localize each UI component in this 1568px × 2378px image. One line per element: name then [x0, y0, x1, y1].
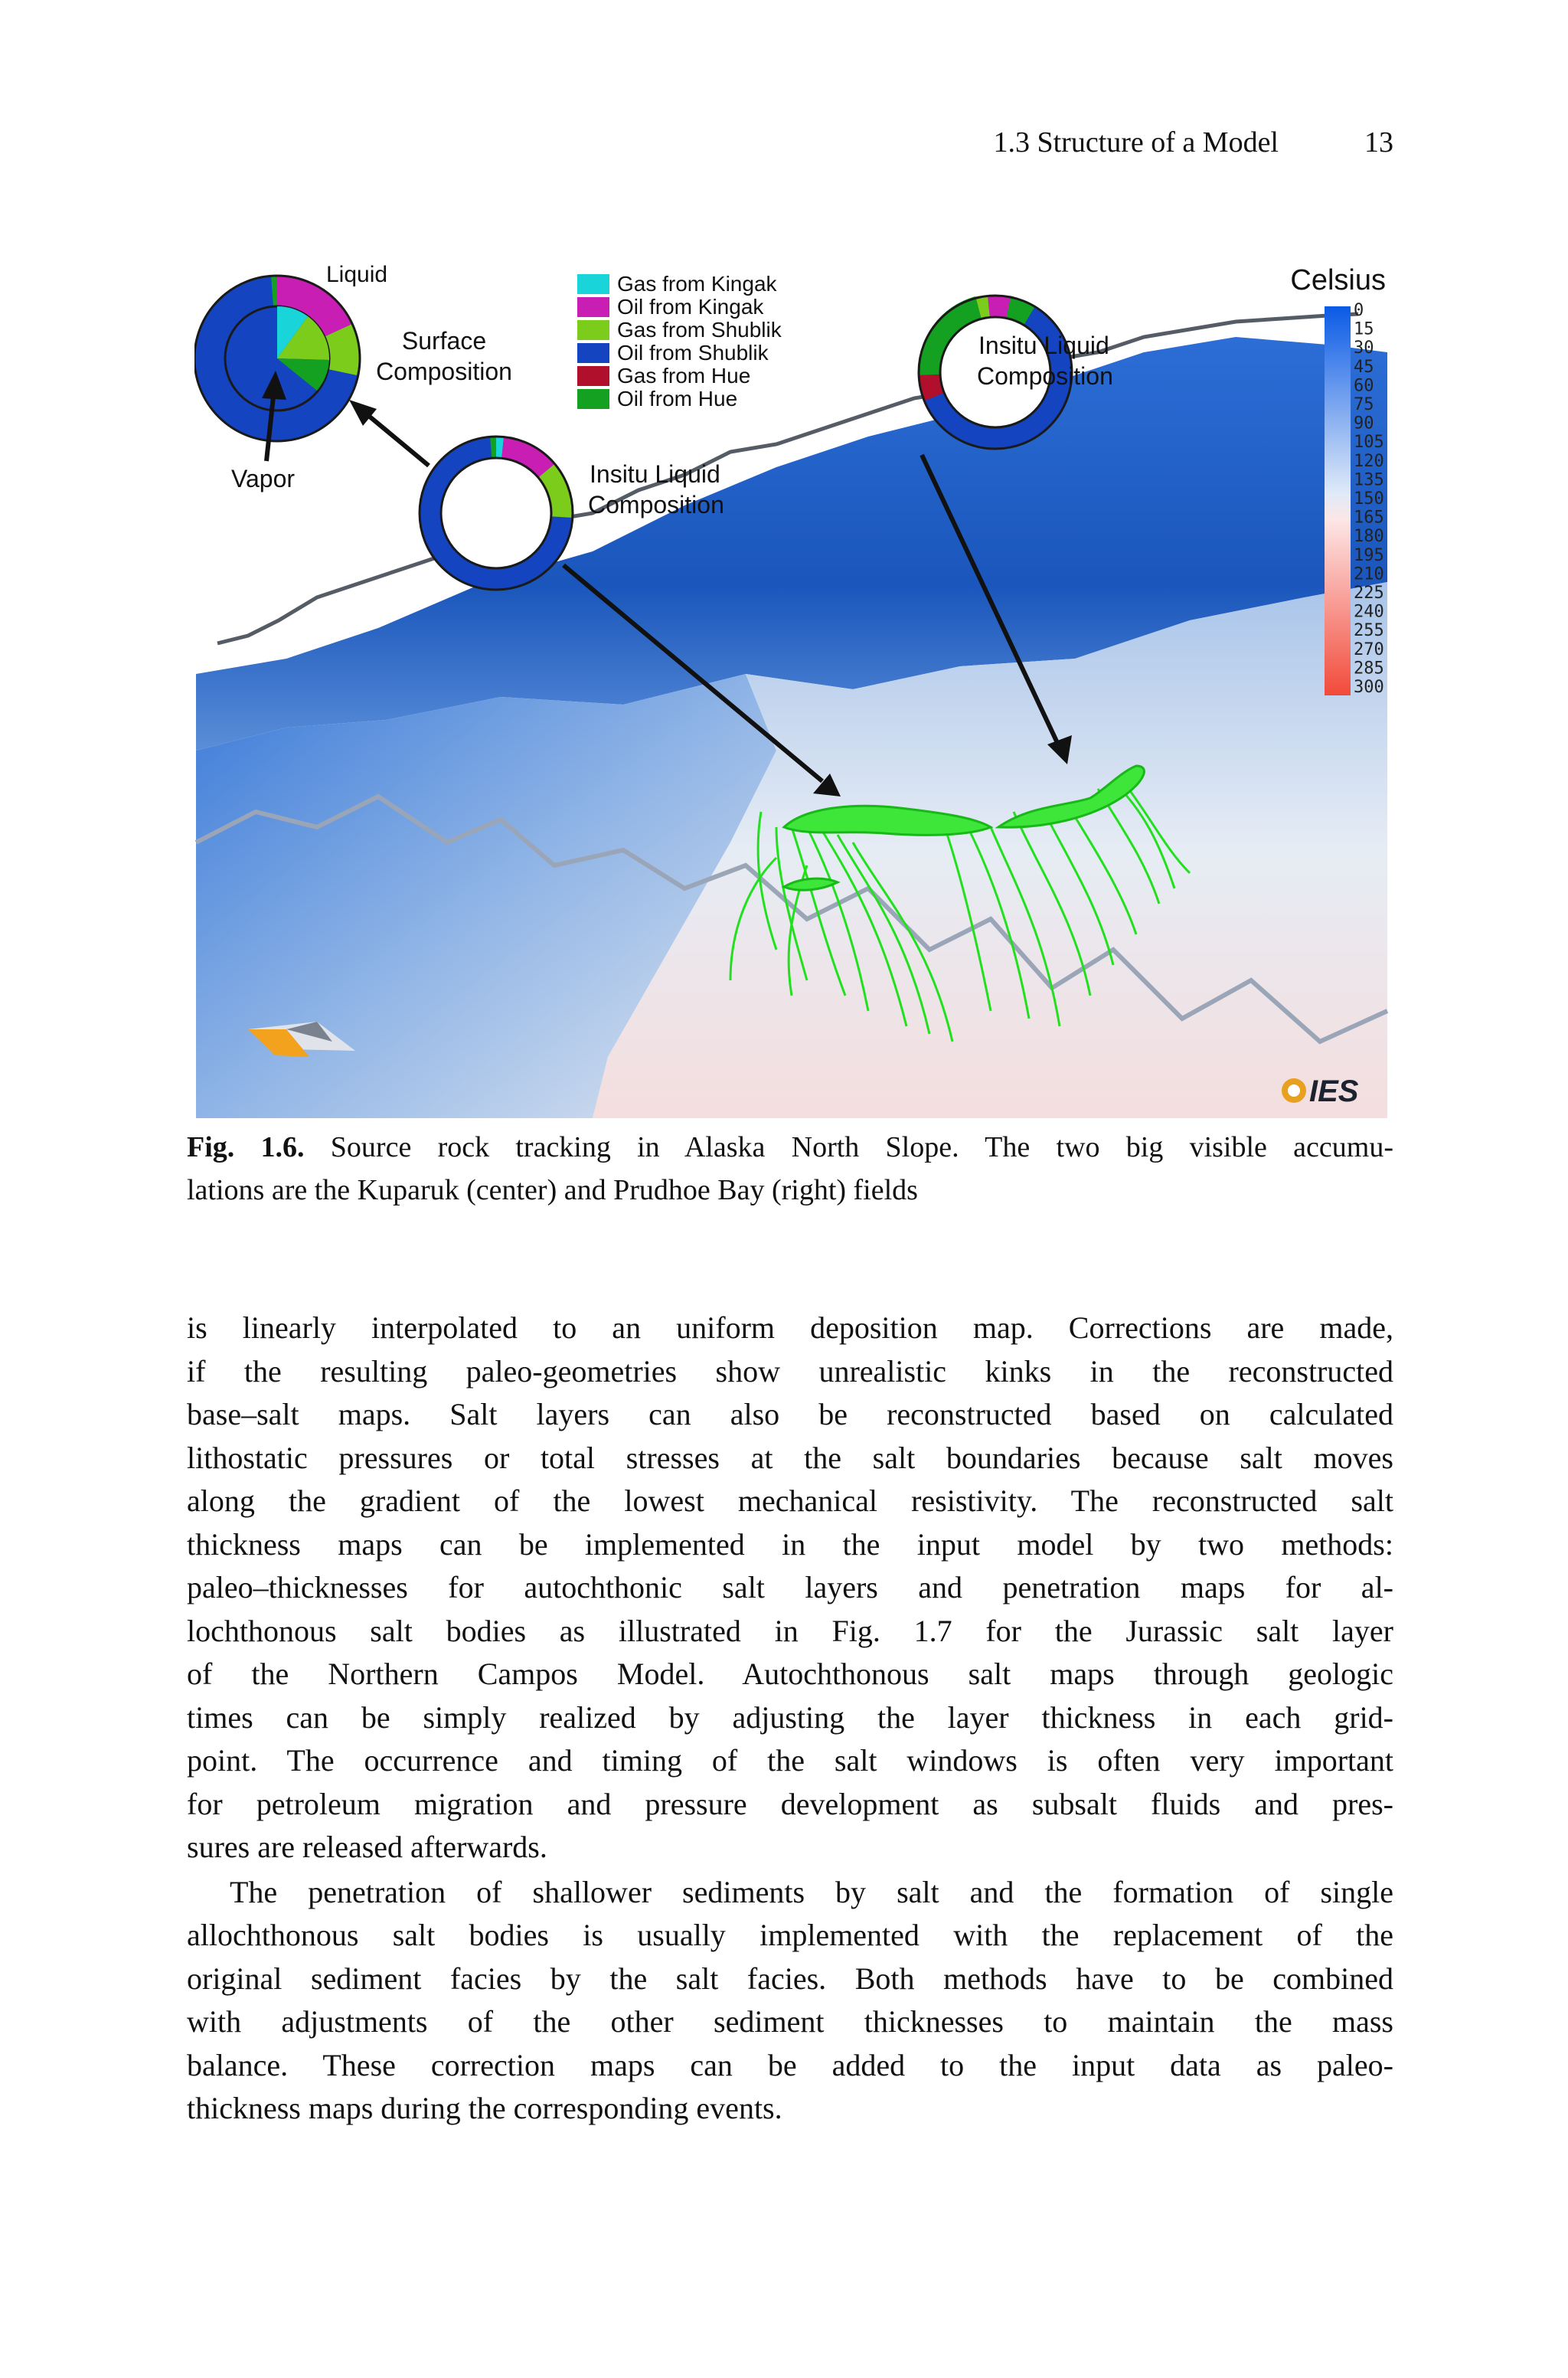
insitu-left-label-line1: Insitu Liquid — [590, 460, 720, 488]
vapor-label: Vapor — [231, 465, 296, 492]
legend-swatch-oil-kingak — [577, 297, 609, 317]
colorbar-tick-label: 60 — [1354, 376, 1374, 396]
legend-label-oil-shublik: Oil from Shublik — [617, 341, 769, 365]
body-line: base–salt maps. Salt layers can also be reconstructed based on calculated — [187, 1397, 1393, 1431]
colorbar-tick-label: 195 — [1354, 545, 1384, 565]
arrow-insitu-to-surface — [349, 400, 429, 466]
colorbar-tick-label: 45 — [1354, 357, 1374, 377]
running-head — [187, 123, 1393, 165]
legend — [577, 272, 782, 411]
surface-composition-donut — [194, 276, 360, 441]
body-line: point. The occurrence and timing of the salt windows is often very important — [187, 1743, 1393, 1778]
body-line: of the Northern Campos Model. Autochthonous salt maps through geologic — [187, 1657, 1393, 1691]
legend-swatch-gas-kingak — [577, 274, 609, 294]
body-line: lithostatic pressures or total stresses at the salt boundaries because salt moves — [187, 1440, 1393, 1475]
insitu-left-label-line2: Composition — [588, 491, 724, 518]
body-line: allochthonous salt bodies is usually implemented with the replacement of the — [187, 1918, 1393, 1952]
legend-swatch-gas-shublik — [577, 320, 609, 340]
body-line: is linearly interpolated to an uniform deposition map. Corrections are made, — [187, 1310, 1393, 1345]
colorbar-gradient — [1325, 306, 1351, 695]
body-line: times can be simply realized by adjusting the layer thickness in each grid- — [187, 1699, 1393, 1735]
insitu-right-label-line1: Insitu Liquid — [978, 332, 1109, 359]
caption-text-1: Source rock tracking in Alaska North Slope. The two big visible accumu- — [330, 1131, 1393, 1163]
body-line: sures are released afterwards. — [187, 1830, 547, 1864]
colorbar-tick-label: 240 — [1354, 602, 1384, 622]
colorbar-title: Celsius — [1290, 264, 1386, 296]
body-line: with adjustments of the other sediment thicknesses to maintain the mass — [187, 2004, 1393, 2039]
legend-label-oil-hue: Oil from Hue — [617, 387, 738, 411]
colorbar-tick-label: 150 — [1354, 489, 1384, 509]
legend-label-gas-hue: Gas from Hue — [617, 364, 751, 388]
colorbar-tick-label: 210 — [1354, 564, 1384, 584]
colorbar-tick-label: 225 — [1354, 584, 1384, 603]
body-line: thickness maps can be implemented in the input model by two methods: — [187, 1526, 1393, 1562]
legend-label-gas-shublik: Gas from Shublik — [617, 318, 782, 342]
liquid-label: Liquid — [326, 262, 388, 287]
surface-label-line1: Surface — [401, 327, 487, 355]
colorbar-tick-label: 165 — [1354, 508, 1384, 528]
body-line: paleo–thicknesses for autochthonic salt layers and penetration maps for al- — [187, 1570, 1393, 1604]
body-line: along the gradient of the lowest mechanical resistivity. The reconstructed salt — [187, 1483, 1393, 1518]
colorbar-tick-label: 75 — [1354, 395, 1374, 414]
colorbar-tick-label: 270 — [1354, 639, 1384, 659]
colorbar-tick-label: 120 — [1354, 451, 1384, 471]
colorbar-tick-label: 15 — [1354, 319, 1374, 339]
figure-source-rock-tracking — [194, 260, 1390, 1120]
colorbar-tick-label: 135 — [1354, 470, 1384, 490]
ies-logo-text: IES — [1309, 1075, 1359, 1108]
colorbar-tick-label: 255 — [1354, 621, 1384, 641]
body-text — [187, 1307, 1393, 2131]
legend-label-oil-kingak: Oil from Kingak — [617, 295, 764, 319]
figure-canvas — [194, 260, 1390, 1120]
legend-swatch-oil-shublik — [577, 343, 609, 363]
insitu-composition-donut-left — [420, 437, 573, 590]
colorbar-tick-label: 90 — [1354, 414, 1374, 433]
caption-line-2: lations are the Kuparuk (center) and Prudhoe Bay (right) fields — [187, 1174, 918, 1206]
body-line: thickness maps during the corresponding events. — [187, 2091, 782, 2125]
body-line: original sediment facies by the salt facies. Both methods have to be combined — [187, 1961, 1393, 1996]
body-line: The penetration of shallower sediments by salt and the formation of single — [230, 1874, 1393, 1909]
legend-label-gas-kingak: Gas from Kingak — [617, 272, 777, 296]
colorbar-tick-label: 0 — [1354, 301, 1364, 320]
body-line: lochthonous salt bodies as illustrated in Fig. 1.7 for the Jurassic salt layer — [187, 1613, 1393, 1648]
section-title: 1.3 Structure of a Model — [993, 126, 1279, 159]
body-line: if the resulting paleo-geometries show unrealistic kinks in the reconstructed — [187, 1353, 1393, 1389]
surface-label-line2: Composition — [376, 358, 512, 385]
legend-swatch-oil-hue — [577, 389, 609, 409]
legend-swatch-gas-hue — [577, 366, 609, 386]
caption-label: Fig. 1.6. — [187, 1131, 305, 1163]
page-number: 13 — [1364, 126, 1393, 159]
figure-caption — [187, 1126, 1393, 1212]
colorbar-tick-label: 180 — [1354, 527, 1384, 547]
colorbar-tick-label: 30 — [1354, 339, 1374, 358]
colorbar-tick-label: 105 — [1354, 433, 1384, 453]
colorbar-tick-label: 300 — [1354, 678, 1384, 697]
body-line: for petroleum migration and pressure development as subsalt fluids and pres- — [187, 1786, 1393, 1821]
insitu-right-label-line2: Composition — [977, 362, 1113, 390]
colorbar-tick-label: 285 — [1354, 659, 1384, 679]
body-line: balance. These correction maps can be added to the input data as paleo- — [187, 2047, 1393, 2082]
caption-line-1 — [187, 1126, 1393, 1169]
